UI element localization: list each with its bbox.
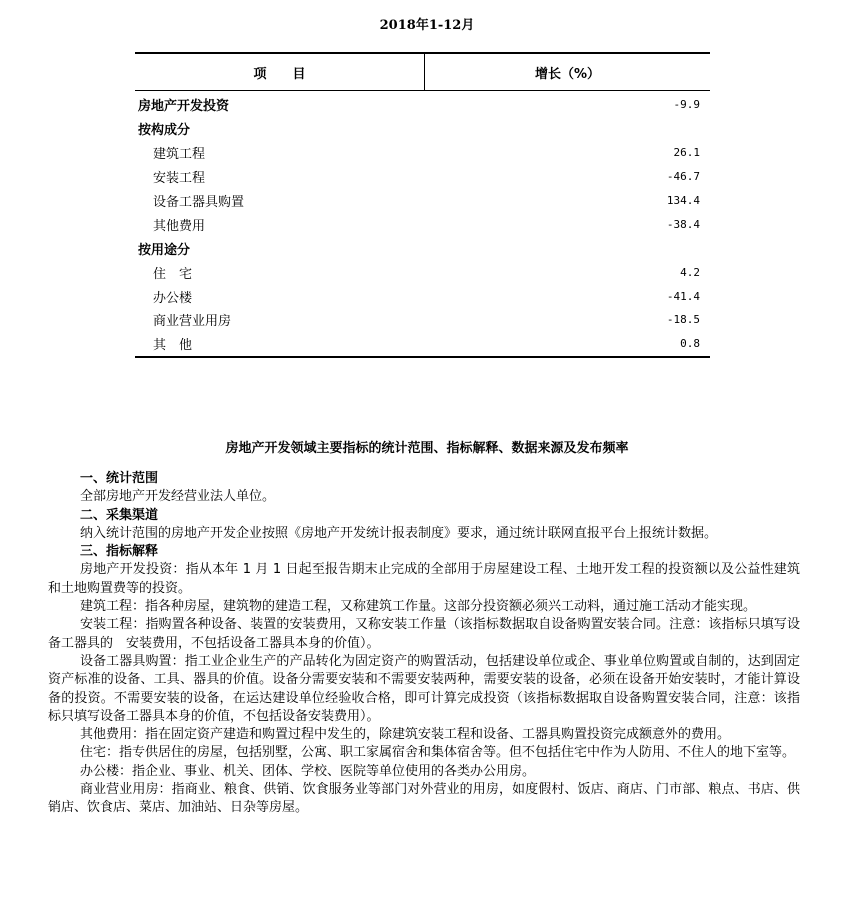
- definition-paragraph: 住宅：指专供居住的房屋，包括别墅，公寓、职工家属宿舍和集体宿舍等。但不包括住宅中作为人防用、不住人的地下室等。: [80, 745, 796, 761]
- growth-table: [135, 52, 710, 358]
- definition-paragraph: 安装工程：指购置各种设备、装置的安装费用，又称安装工作量（该指标数据取自设备购置安装合同。注意：该指标只填写设备工器具的 安装费用，不包括设备工器具本身的价值）。: [48, 617, 800, 651]
- row-label: 商业营业用房: [153, 314, 232, 330]
- row-value: 134.4: [666, 194, 700, 207]
- notes-section: [48, 470, 800, 818]
- table-row: [135, 260, 710, 284]
- row-value: -38.4: [666, 217, 700, 231]
- section-heading: 二、采集渠道: [80, 507, 159, 523]
- section-text: 全部房地产开发经营业法人单位。: [80, 489, 276, 505]
- definition-paragraph: 其他费用：指在固定资产建造和购置过程中发生的，除建筑安装工程和设备、工器具购置投资完成额意外的费用。: [80, 727, 731, 743]
- table-header: [135, 54, 710, 91]
- table-row: [135, 308, 710, 332]
- definition-paragraph: 建筑工程：指各种房屋，建筑物的建造工程，又称建筑工作量。这部分投资额必须兴工动料，通过施工活动才能实现。: [80, 599, 757, 615]
- row-label: 按构成分: [138, 123, 191, 139]
- row-value: -41.4: [666, 289, 700, 303]
- row-value: -9.9: [673, 98, 700, 112]
- row-label: 安装工程: [153, 171, 206, 187]
- table-row: [135, 236, 710, 260]
- row-value: -46.7: [666, 170, 700, 184]
- section-text: 纳入统计范围的房地产开发企业按照《房地产开发统计报表制度》要求，通过统计联网直报平台上报统计数据。: [80, 525, 718, 541]
- row-value: -18.5: [666, 313, 700, 327]
- table-row: [135, 284, 710, 308]
- section-heading: 三、指标解释: [80, 544, 159, 560]
- definition-paragraph: 设备工器具购置：指工业企业生产的产品转化为固定资产的购置活动，包括建设单位或企、事业单位购置或自制的，达到固定资产标准的设备、工具、器具的价值。设备分需要安装和不需要安装两种，需要安装的设备，必须在设备开始安装时，才能计算设备的投资。不需要安装的设备，在运达建设单位经验收合格，即可计算完成投资（该指标数据取自设备购置安装合同，注意：该指标只填写设备工器具本身的价值，不包括设备安装费用）。: [48, 653, 800, 724]
- row-label: 其他费用: [153, 218, 206, 234]
- definition-paragraph: 办公楼：指企业、事业、机关、团体、学校、医院等单位使用的各类办公用房。: [80, 763, 536, 779]
- row-value: 0.8: [680, 337, 700, 351]
- table-row: [135, 212, 710, 236]
- table-row: [135, 332, 710, 356]
- header-item: 项目: [135, 54, 425, 90]
- table-row: [135, 117, 710, 141]
- row-label: 房地产开发投资: [138, 99, 230, 115]
- row-label: 设备工器具购置: [153, 195, 245, 210]
- table-row: [135, 141, 710, 165]
- row-label: 住 宅: [153, 266, 193, 282]
- table-row: [135, 165, 710, 189]
- table-row: [135, 189, 710, 213]
- definition-paragraph: 商业营业用房：指商业、粮食、供销、饮食服务业等部门对外营业的用房，如度假村、饭店、商店、门市部、粮点、书店、供销店、饮食店、菜店、加油站、日杂等房屋。: [48, 782, 800, 816]
- row-label: 其 他: [153, 338, 193, 354]
- table-body: [135, 91, 710, 356]
- row-label: 按用途分: [138, 242, 191, 258]
- definition-paragraph: 房地产开发投资：指从本年 1 月 1 日起至报告期末止完成的全部用于房屋建设工程、土地开发工程的投资额以及公益性建筑和土地购置费等的投资。: [48, 562, 800, 596]
- section-heading: 一、统计范围: [80, 471, 159, 486]
- period-title: 2018年1-12月: [379, 18, 475, 33]
- document-title: 房地产开发领域主要指标的统计范围、指标解释、数据来源及发布频率: [225, 441, 629, 456]
- row-label: 建筑工程: [153, 147, 206, 163]
- row-label: 办公楼: [153, 290, 193, 306]
- header-growth: 增长（%）: [534, 66, 601, 82]
- row-value: 26.1: [673, 146, 700, 160]
- row-value: 4.2: [680, 265, 700, 279]
- table-row: [135, 93, 710, 117]
